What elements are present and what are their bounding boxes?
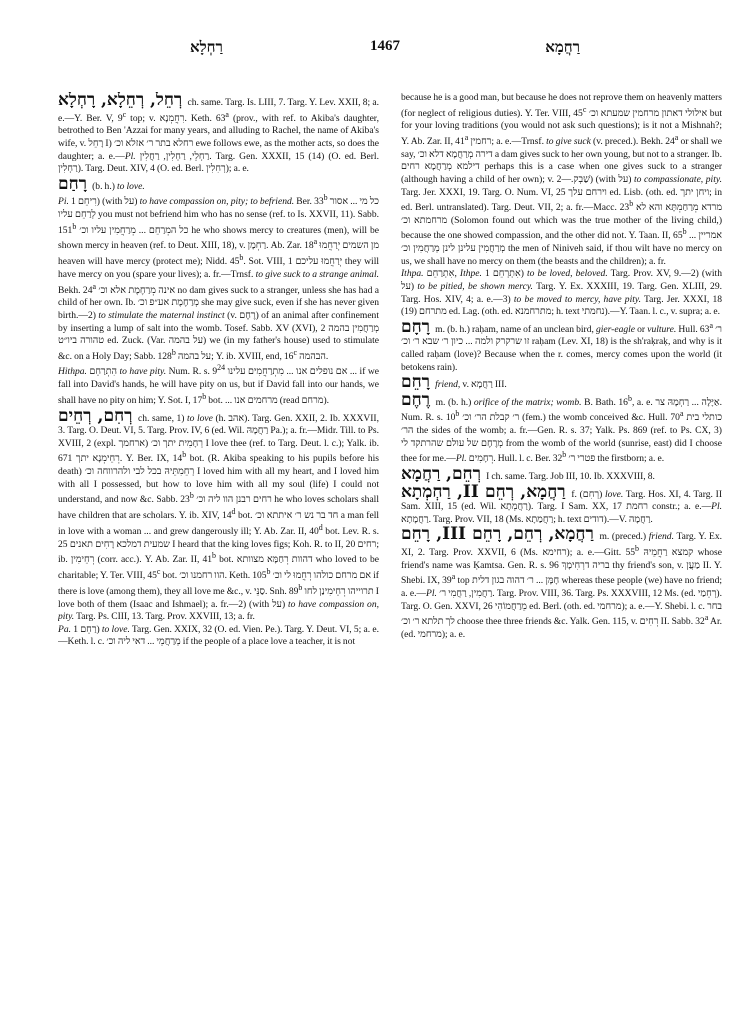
entry-text: I ch. same. Targ. Job III, 10. Ib. XXXVIII, 8. xyxy=(486,471,655,483)
entry-text: Targ. Prov. XV, 9.—2) (with על) xyxy=(401,268,722,292)
entry-text: Ber. 33 xyxy=(294,196,324,208)
entry-text: אִתְרַחֵם, xyxy=(423,268,460,280)
entry-text: (v. רֶחֶם) of an animal after confinement by inserting a lump of salt into the womb. Tosef. Sabb. XV (XVI), 2 מְרַחֲמִין בהמה טהורה ביו״ט ed. Zuck. (Var. על בהמה) we (in my father's house) used to stimulate &c. on a Holy Day; Sabb. 128 xyxy=(58,309,379,362)
entry-definition: love. xyxy=(604,488,624,500)
entry-text: B. Bath. 16 xyxy=(581,396,628,408)
entry-headword: רָחָם xyxy=(401,316,431,337)
entry-text: or shall we say, דירה מְרַחֲמָא דלא וכ׳ a dam gives suck to her own young, but not to a stranger. Ib. דילמא מְרַחֲמָא רחים perhaps this is a case when one gives suck to a stranger (although having a child of her own); v. שַׁבְק.—2) (with על) xyxy=(401,136,722,185)
grammar-label: Hithpa. xyxy=(58,366,87,378)
entry-text: m. (b. h.) raḥam, name of an unclean bird, xyxy=(435,323,596,335)
entry-text: אמריין ... מְרַחֲמִין עלינן לינן מְרַחֲמִין וכ׳ the men of Niniveh said, if thou wilt have no mercy on us, we shall have no mercy on them (the beasts and the children); a. fr. xyxy=(401,230,722,267)
entry-text: הבהמה. xyxy=(297,350,329,362)
entry-headword: רַחֲמָא, רְחֵם II, רַחְמְתָא xyxy=(401,481,566,502)
entry-definition: to love xyxy=(187,412,213,424)
page-number: 1467 xyxy=(370,38,400,54)
entry-text: ר׳ זו שרקרק ולמה ... כיון ר׳ שבא ר׳ וכ׳ raḥam (Lev. XI, 18) is the sh'raḳraḳ, and why is it called raḥam (love)? Because when the r. comes, mercy comes upon the world (it betokens rain). xyxy=(401,323,722,373)
entry-text: bot. דהוות רְחַמָּא מצוותא who loved to be charitable; Y. Ter. VIII, 45 xyxy=(58,554,379,582)
running-head-left: רַחְלָא xyxy=(190,38,223,56)
entry-definition: to have pity. xyxy=(119,366,167,378)
entry-racham-verb: רָחַם (b. h.) to love. Pi. רִיחֵם 1) (with על) to have compassion on, pity; to befriend. Ber. 33$^b$ כל מי ... אסור לְרַחֵם עליו you must not befriend him who has no sense (ref. to Is. XXVII, 11). Sabb. 151$^b$ כל המְרַחֵם ... מְרַחֲמִין עליו וכ׳ he who shows mercy to creatures (men), will be shown mercy in heaven (ref. to Deut. XIII, 18), v. רַחְמָן. Ab. Zar. 18$^a$ מן השמים יְרַחֲמוּ heaven will have mercy (protect me); Nidd. 45$^b$. Sot. VIII, 1 יְרַחֲמוּ עליכם they will have mercy on you (spare your lives); a. fr.—Trnsf. to give suck to a strange animal. Bekh. 24$^a$ אינה מְרַחֶמֶת אלא וכ׳ no dam gives suck to a stranger, unless she has had a child of her own. Ib. מְרַחֶמֶת אע״פ וכ׳ she may give suck, even if she has never given birth.—2) to stimulate the maternal instinct (v. רֶחֶם) of an animal after confinement by inserting a lump of salt into the womb. Tosef. Sabb. XV (XVI), 2 מְרַחֲמִין בהמה טהורה ביו״ט ed. Zuck. (Var. על בהמה) we (in my father's house) used to stimulate &c. on a Holy Day; Sabb. 128$^b$ על בהמה; Y. ib. XVIII, end, 16$^c$ הבהמה. Hithpa. הִתְרַחֵם to have pity. Num. R. s. $9^{24}$ אם נופלים אנו ... מִתְרַחֲמִים עלינו ... if we fall into David's hands, he will have pity on us, but if David fall into our hands, we shall have no pity on him; Y. Sot. I, 17$^b$ bot. ... מרחמים אנו (read מרחם). xyxy=(58,173,379,407)
entry-text: קמצא רַחֲמֵיהּ whose friend's name was Ḳamtsa. Gen. R. s. 96 בריה דרְחִימָךְ thy friend's son, v. מַעֲן II. Y. Shebi. IX, 39 xyxy=(401,547,722,587)
entry-text: מן השמים יְרַחֲמוּ heaven will have mercy (protect me); Nidd. 45 xyxy=(58,240,379,268)
entry-definition: friend, xyxy=(435,379,461,391)
entry-text: (h. אהב). Targ. Gen. XXII, 2. Ib. XXXVII, 3. Targ. O. Deut. VI, 5. Targ. Prov. IV, 6 (ed. Wil. רַחֲמָהּ Pa.); a. fr.—Midr. Till. to Ps. XVIII, 2 (expl. ארחמך) רְחָמִית יתך וכ׳ I love thee (ref. to Targ. Deut. l. c.); Yalk. ib. 671 רְחֵימְנָא יתך. Y. Ber. IX, 14 xyxy=(58,412,379,465)
entry-continuation: because he is a good man, but because he does not reprove them on heavenly matters (for neglect of religious duties). Y. Ter. VIII, 45$^c$ אילולי דאתון מרחמין שמעתא וכ׳ but for your loving traditions (you would not ask such questions); is it not a Mishnah?; Y. Ab. Zar. II, 41$^a$ רחמין; a. e.—Trnsf. to give suck (v. preced.). Bekh. 24$^a$ or shall we say, דירה מְרַחֲמָא דלא וכ׳ a dam gives suck to her own young, but not to a stranger. Ib. דילמא מְרַחֲמָא רחים perhaps this is a case when one gives suck to a stranger (although having a child of her own); v. שַׁבְק.—2) (with על) to compassionate, pity. Targ. Jer. XXXI, 19. Targ. O. Num. VI, 25 וירחם עלך ed. Lisb. (oth. ed. ויחן יתך; in ed. Berl. untranslated). Targ. Deut. VII, 2; a. fr.—Macc. 23$^b$ מרדא מְרַחַמְתָּא והא לא מרחמתא וכ׳ (Solomon found out which was the true mother of the living child,) because the one showed compassion, and the other did not. Y. Taan. II, 65$^b$ אמריין ... מְרַחֲמִין עלינן לינן מְרַחֲמִין וכ׳ the men of Niniveh said, if thou wilt have no mercy on us, we shall have no mercy on them (the beasts and the children); a. fr. Ithpa. אִתְרַחֵם, Ithpe. אִתְרְחֵם 1) to be loved, beloved. Targ. Prov. XV, 9.—2) (with על) to be pitied, be shown mercy. Targ. Y. Ex. XXXIII, 19. Targ. Gen. XLIII, 29. Targ. Hos. XIV, 4; a. e.—3) to be moved to mercy, have pity. Targ. Jer. XXXI, 18 (19) מתרחם ed. Lag. (oth. ed. מתרחמנא; h. text נחמתי).—Y. Taan. l. c., v. supra; a. e. xyxy=(401,92,722,318)
grammar-label: Pa. xyxy=(58,623,71,635)
entry-text: f. (רְחִם) xyxy=(571,488,605,500)
entry-text: m. (preced.) xyxy=(599,531,649,543)
entry-text: אינה מְרַחֶמֶת אלא וכ׳ no dam gives suck to a stranger, unless she has had a child of her own. Ib. מְרַחֶמֶת אע״פ וכ׳ she may give suck, even if she has never given birth.—2) xyxy=(58,284,379,321)
entry-definition: friend. xyxy=(648,531,674,543)
entry-text: Targ. Y. Ex. XI, 2. Targ. Prov. XXVII, 6 (Ms. רחימא); a. e.—Gitt. 55 xyxy=(401,531,722,559)
entry-text: על בהמה; Y. ib. XVIII, end, 16 xyxy=(175,350,294,362)
entry-headword: רְחִם, רְחֵים xyxy=(58,405,133,426)
entry-text: מרדא מְרַחַמְתָּא והא לא מרחמתא וכ׳ (Solomon found out which was the true mother of the living child,) because the one showed compassion, and the other did not. Y. Taan. II, 65 xyxy=(401,202,722,242)
entry-text: Hull. 63 xyxy=(676,323,710,335)
entry-rachla: רְחֵל, רְחֵלָא, רָחְלָא ch. same. Targ. Is. LIII, 7. Targ. Y. Lev. XXII, 8; a. e.—Y. Ber. V, 9$^c$ top; v. רִחֲמְנָא. Keth. 63$^a$ (prov., with ref. to Akiba's daughter, betrothed to Ben 'Azzai for many years, and alluding to Rachel, the name of Akiba's wife, v. רָחֵל I) רחלא בתר ר׳ אזלא וכ׳ ewe follows ewe, as the mother acts, so does the daughter; a. e.—Pl. רַחְלֵי, רַחְלִין, רַחֲלִין. Targ. Gen. XXXII, 15 (14) (O. ed. Berl. רַחְלִין). Targ. Deut. XIV, 4 (O. ed. Berl. רְחִלִין); a. e. xyxy=(58,92,379,175)
entry-text: ר׳ קבלת הר׳ וכ׳ (fem.) the womb conceived &c. Hull. 70 xyxy=(459,412,680,424)
entry-definition: to be moved to mercy, have pity. xyxy=(513,293,641,305)
entry-text: ch. same, 1) xyxy=(138,412,188,424)
entry-definition: to love. xyxy=(101,623,130,635)
entry-headword: רְחֵם, רַחֲמָא xyxy=(401,464,481,485)
entry-text: (b. h.) xyxy=(92,180,117,192)
page-header xyxy=(90,38,680,66)
entry-rachama-iii: רַחֲמָא, רְחֵם, רָחֵם III, רָחֵם m. (preced.) friend. Targ. Y. Ex. XI, 2. Targ. Prov. XXVII, 6 (Ms. רחימא); a. e.—Gitt. 55$^b$ קמצא רַחֲמֵיהּ whose friend's name was Ḳamtsa. Gen. R. s. 96 בריה דרְחִימָךְ thy friend's son, v. מַעֲן II. Y. Shebi. IX, 39$^a$ top חָמָּן ... ר׳ דהוה בגון דלית whereas these people (we) have no friend; a. e.—Pl. רַחֲמִין, רַחֲמִי ר׳. Targ. Prov. VIII, 36. Targ. Ps. XXXVIII, 12 Ms. (ed. רְחֵמַי). Targ. O. Gen. XXVI, 26 מֵרַחֲמוֹהִי ed. Berl. (oth. ed. מרחמי); a. e.—Y. Shebi. l. c. בחר לך תלתא ר׳ וכ׳ choose thee three friends &c. Yalk. Gen. 115, v. רְחִים II. Sabb. 32$^a$ Ar. (ed. מרחמי); a. e. xyxy=(401,524,722,641)
running-head-right: רַחֲמָא xyxy=(545,38,580,56)
entry-text: or xyxy=(635,323,648,335)
entry-text: Targ. Hos. XI, 4. Targ. II Sam. XIII, 15 (ed. Wil. רַחֲמְתָא). Targ. I Sam. XX, 17 רחמת constr.; a. e.— xyxy=(401,488,722,513)
entry-headword: רָחֵם xyxy=(401,372,431,393)
entry-text: bot. Lev. R. s. 25 שמעית דמלכא רָחִים תאנים I heard that the king loves figs; Koh. R. to II, 20 רחים; ib. רְחֵימִין (corr. acc.). Y. Ab. Zar. II, 41 xyxy=(58,526,379,566)
entry-text: bot. הוו רחמנו וכ׳. Keth. 105 xyxy=(160,570,267,582)
entry-text: אילולי דאתון מרחמין שמעתא וכ׳ but for your loving traditions (you would not ask such questions); is it not a Mishnah?; Y. Ab. Zar. II, 41 xyxy=(401,107,722,148)
right-column xyxy=(401,92,722,1004)
entry-definition: vulture. xyxy=(647,323,677,335)
entry-text: because he is a good man, but because he does not reprove them on heavenly matters (for neglect of religious duties). Y. Ter. VIII, 45 xyxy=(401,92,722,119)
entry-text: רחים רבנן הוו ליה וכ׳ he who loves scholars shall have children that are scholars. Y. ib. XIV, 14 xyxy=(58,494,379,522)
entry-definition: to be loved, beloved. xyxy=(526,268,608,280)
grammar-label: Pl. xyxy=(124,150,136,162)
entry-text: כל המְרַחֵם ... מְרַחֲמִין עליו וכ׳ he who shows mercy to creatures (men), will be shown mercy in heaven (ref. to Deut. XIII, 18), v. רַחְמָן. Ab. Zar. 18 xyxy=(58,224,379,252)
grammar-label: Ithpa. xyxy=(401,268,424,280)
entry-definition: to have compassion on, pity; to befriend. xyxy=(139,196,295,208)
left-column xyxy=(58,92,379,1004)
entry-text: אם נופלים אנו ... מִתְרַחֲמִים עלינו ... if we fall into David's hands, he will have pity on us, but if David fall into our hands, we shall have no pity on him; Y. Sot. I, 17 xyxy=(58,366,379,407)
entry-headword: רְחֵל, רְחֵלָא, רָחְלָא xyxy=(58,92,183,110)
entry-definition: to love. xyxy=(116,180,145,192)
entry-text: . Sot. VIII, 1 יְרַחֲמוּ עליכם they will have mercy on you (spare your lives); a. fr.—Trnsf. xyxy=(58,256,379,280)
entry-definition: to stimulate the maternal instinct xyxy=(98,309,225,321)
entry-rachem-friend xyxy=(401,374,722,392)
entry-text: ch. same. Targ. Is. LIII, 7. Targ. Y. Lev. XXII, 8; a. e.—Y. Ber. V, 9 xyxy=(58,97,379,124)
grammar-label: Pl. xyxy=(711,501,722,513)
entry-text: אם מרחם כולהו רְחֲמוּ לי וכ׳ if there is love (among them), they all love me &c., v. סַנֵּי. Snh. 89 xyxy=(58,570,379,597)
entry-text: אִתְרְחֵם 1) xyxy=(481,268,527,280)
entry-text: top חָמָּן ... ר׳ דהוה בגון דלית whereas these people (we) have no friend; a. e.— xyxy=(401,575,722,600)
entry-text: רִיחֵם 1) (with על) xyxy=(68,196,140,208)
entry-text: פטרי ר׳ the firstborn; a. e. xyxy=(566,453,665,465)
entry-text: רַחֵם 1) xyxy=(71,623,102,635)
entry-text: , a. e. אַיָּלָה ... רַחְמָהּ צר. Num. R. s. 10 xyxy=(401,396,722,424)
entry-text: רחמין; a. e.—Trnsf. xyxy=(468,136,547,148)
entry-rachama-ii xyxy=(401,481,722,527)
entry-text: Bekh. 24 xyxy=(58,284,93,296)
grammar-label: Pl. xyxy=(426,588,437,600)
entry-rechem-womb: רֶחֶם m. (b. h.) orifice of the matrix; womb. B. Bath. 16$^b$, a. e. אַיָּלָה ... רַחְמָהּ צר. Num. R. s. 10$^b$ ר׳ קבלת הר׳ וכ׳ (fem.) the womb conceived &c. Hull. 70$^a$ כותלי בית הר׳ the sides of the womb; a. fr.—Gen. R. s. 37; Yalk. Ps. 869 (ref. to Ps. CX, 3) מְרֶחֶם של עולם שהרתקד לי from the womb of the world (sunrise, east) did I choose thee for me.—Pl. רְחָמִים. Hull. l. c. Ber. 32$^b$ פטרי ר׳ the firstborn; a. e. xyxy=(401,389,722,465)
entry-definition: to have compassion on, pity. xyxy=(58,598,379,623)
grammar-label: Pi. xyxy=(58,196,69,208)
entry-text: רַחֲמִין, רַחֲמִי ר׳. Targ. Prov. VIII, 36. Targ. Ps. XXXVIII, 12 Ms. (ed. רְחֵמַי). Targ. O. Gen. XXVI, 26 מֵרַחֲמוֹהִי ed. Berl. (oth. ed. מרחמי); a. e.—Y. Shebi. l. c. בחר לך תלתא ר׳ וכ׳ choose thee three friends &c. Yalk. Gen. 115, v. רְחִים II. Sabb. 32 xyxy=(401,588,722,628)
entry-text: Targ. Jer. XXXI, 18 (19) מתרחם ed. Lag. (oth. ed. מתרחמנא; h. text נחמתי).—Y. Taan. l. c., v. supra; a. e. xyxy=(401,293,722,318)
dictionary-columns xyxy=(58,92,722,1004)
entry-text: Targ. Jer. XXXI, 19. Targ. O. Num. VI, 25 וירחם עלך ed. Lisb. (oth. ed. ויחן יתך; in ed. Berl. untranslated). Targ. Deut. VII, 2; a. fr.—Macc. 23 xyxy=(401,186,722,214)
entry-text: כותלי בית הר׳ the sides of the womb; a. fr.—Gen. R. s. 37; Yalk. Ps. 869 (ref. to Ps. CX, 3) מְרֶחֶם של עולם שהרתקד לי from the womb of the world (sunrise, east) did I choose thee for me.— xyxy=(401,412,722,465)
entry-text: Targ. Gen. XXIX, 32 (O. ed. Vien. Pe.). Targ. Y. Deut. VI, 5; a. e.—Keth. l. c. מְרַחֲמֵי ... דאי ליה וכ׳ if the people of a place love a teacher, it is not xyxy=(58,623,379,648)
entry-text: v. רַחֲמָא III. xyxy=(460,379,507,391)
entry-headword: רֶחֶם xyxy=(401,389,431,410)
entry-text: top; v. רִחֲמְנָא. Keth. 63 xyxy=(126,112,226,124)
entry-text: Num. R. s. 9 xyxy=(166,366,218,378)
entry-text: bot. חד בר נש ר׳ איתתא וכ׳ a man fell in love with a woman ... and grew dangerously ill; Y. Ab. Zar. II, 40 xyxy=(58,510,379,538)
entry-raham-bird: רָחָם m. (b. h.) raḥam, name of an unclean bird, gier-eagle or vulture. Hull. 63$^a$ ר׳ זו שרקרק ולמה ... כיון ר׳ שבא ר׳ וכ׳ raḥam (Lev. XI, 18) is the sh'raḳraḳ, and why is it called raḥam (love)? Because when the r. comes, mercy comes upon the world (it betokens rain). xyxy=(401,316,722,373)
entry-text: bot. ... מרחמים אנו (read מרחם). xyxy=(206,395,330,407)
entry-definition: to be pitied, be shown mercy. xyxy=(417,281,533,292)
entry-text: Ar. (ed. מרחמי); a. e. xyxy=(401,616,722,641)
entry-text: m. (b. h.) xyxy=(435,396,474,408)
grammar-label: Pl. xyxy=(455,453,467,465)
entry-rechim: רְחִם, רְחֵים ch. same, 1) to love (h. אהב). Targ. Gen. XXII, 2. Ib. XXXVII, 3. Targ. O. Deut. VI, 5. Targ. Prov. IV, 6 (ed. Wil. רַחֲמָהּ Pa.); a. fr.—Midr. Till. to Ps. XVIII, 2 (expl. ארחמך) רְחָמִית יתך וכ׳ I love thee (ref. to Targ. Deut. l. c.); Yalk. ib. 671 רְחֵימְנָא יתך. Y. Ber. IX, 14$^b$ bot. (R. Akiba speaking to his pupils before his death) רְחֵמִתֵּיהּ בכל לבי ולהרווחה וכ׳ I loved him with all my heart, and I loved him with all I possessed, but how to love him with all my soul (life) I could not understand, and now &c. Sabb. 23$^b$ רחים רבנן הוו ליה וכ׳ he who loves scholars shall have children that are scholars. Y. ib. XIV, 14$^d$ bot. חד בר נש ר׳ איתתא וכ׳ a man fell in love with a woman ... and grew dangerously ill; Y. Ab. Zar. II, 40$^d$ bot. Lev. R. s. 25 שמעית דמלכא רָחִים תאנים I heard that the king loves figs; Koh. R. to II, 20 רחים; ib. רְחֵימִין (corr. acc.). Y. Ab. Zar. II, 41$^b$ bot. דהוות רְחַמָּא מצוותא who loved to be charitable; Y. Ter. VIII, 45$^c$ bot. הוו רחמנו וכ׳. Keth. 105$^b$ אם מרחם כולהו רְחֲמוּ לי וכ׳ if there is love (among them), they all love me &c., v. סַנֵּי. Snh. 89$^b$ תרוייהו רְחֵימִינַן לחו I love both of them (Isaac and Ishmael); a. fr.—2) (with על) to have compassion on, pity. Targ. Ps. CIII, 13. Targ. Prov. XXVIII, 13; a. fr. Pa. רַחֵם 1) to love. Targ. Gen. XXIX, 32 (O. ed. Vien. Pe.). Targ. Y. Deut. VI, 5; a. e.—Keth. l. c. מְרַחֲמֵי ... דאי ליה וכ׳ if the people of a place love a teacher, it is not xyxy=(58,405,379,648)
entry-definition: gier-eagle xyxy=(595,323,636,335)
entry-definition: orifice of the matrix; womb. xyxy=(473,396,582,408)
entry-definition: to compassionate, pity. xyxy=(634,173,722,185)
entry-definition: to give suck to a strange animal. xyxy=(255,268,379,280)
entry-text: (prov., with ref. to Akiba's daughter, betrothed to Ben 'Azzai for many years, and alluding to Rachel, the name of Akiba's wife, v. רָחֵל I) רחלא בתר ר׳ אזלא וכ׳ ewe follows ewe, as the mother acts, so does the daughter; a. e.— xyxy=(58,112,379,162)
entry-text: רְחָמִים. Hull. l. c. Ber. 32 xyxy=(466,453,563,465)
entry-text: רַחְלֵי, רַחְלִין, רַחֲלִין. Targ. Gen. XXXII, 15 (14) (O. ed. Berl. רַחְלִין). Targ. Deut. XIV, 4 (O. ed. Berl. רְחִלִין); a. e. xyxy=(58,150,379,175)
entry-text: (v. preced.). Bekh. 24 xyxy=(590,136,675,148)
entry-headword: רַחֲמָא, רְחֵם, רָחֵם III, רָחֵם xyxy=(401,524,594,545)
entry-text: bot. (R. Akiba speaking to his pupils before his death) רְחֵמִתֵּיהּ בכל לבי ולהרווחה וכ׳ I loved him with all my heart, and I loved him with all I possessed, but how to love him with all my soul (life) I could not understand, and now &c. Sabb. 23 xyxy=(58,453,379,506)
entry-text: תרוייהו רְחֵימִינַן לחו I love both of them (Isaac and Ishmael); a. fr.—2) (with על) xyxy=(58,585,379,610)
grammar-label: Ithpe. xyxy=(459,268,482,280)
entry-definition: to give suck xyxy=(546,136,591,148)
entry-text: Targ. Y. Ex. XXXIII, 19. Targ. Gen. XLIII, 29. Targ. Hos. XIV, 4; a. e.—3) xyxy=(401,281,722,305)
entry-text: הִתְרַחֵם xyxy=(86,366,120,378)
entry-text: רַחֲמָתָא. Targ. Prov. VII, 18 (Ms. רַחֲמַתָא; h. text דודים).—V. רַחֲמָה. xyxy=(401,513,653,525)
entry-text: כל מי ... אסור לְרַחֵם עליו you must not befriend him who has no sense (ref. to Is. XXVII, 11). Sabb. 151 xyxy=(58,196,379,236)
entry-headword: רָחַם xyxy=(58,173,88,194)
entry-text: Targ. Ps. CIII, 13. Targ. Prov. XXVIII, 13; a. fr. xyxy=(74,611,255,623)
